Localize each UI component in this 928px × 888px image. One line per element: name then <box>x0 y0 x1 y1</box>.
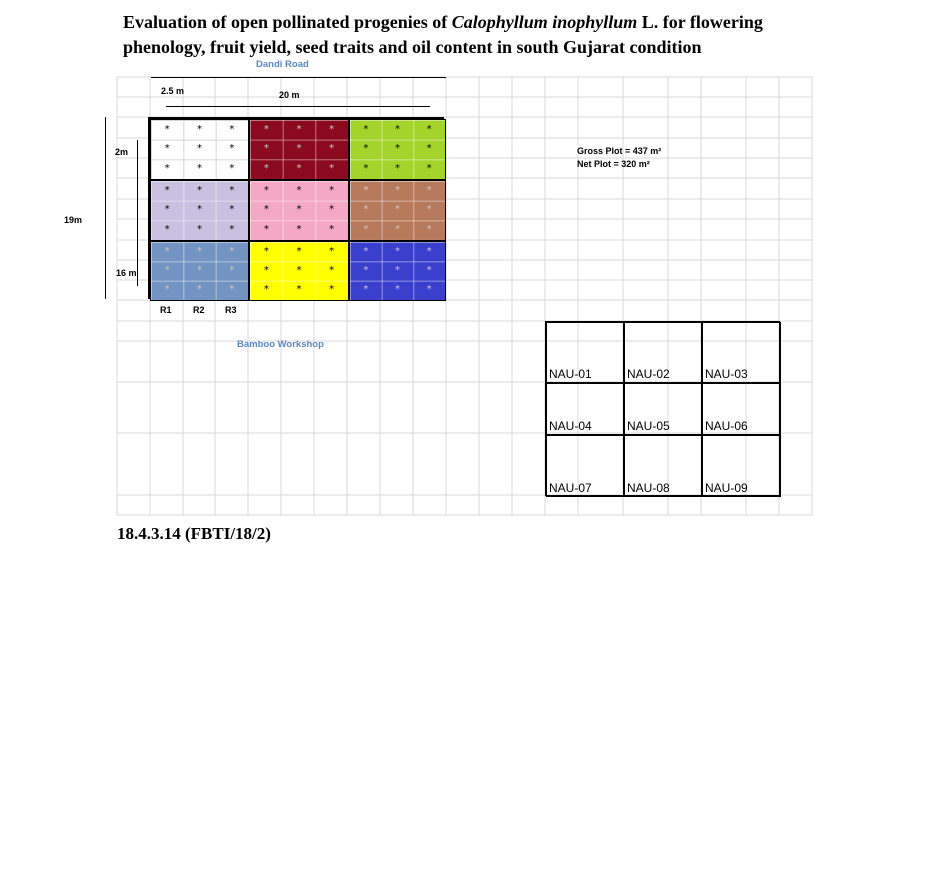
tree-marker: * <box>196 123 202 135</box>
tree-marker: * <box>394 245 400 257</box>
progeny-code: NAU-02 <box>627 367 670 381</box>
dandi-road-label: Dandi Road <box>256 59 309 70</box>
tree-marker: * <box>296 143 302 155</box>
tree-marker: * <box>296 284 302 296</box>
tree-marker: * <box>394 224 400 236</box>
tree-marker: * <box>363 143 369 155</box>
replication-label: R3 <box>225 305 237 315</box>
progeny-code: NAU-07 <box>549 481 592 495</box>
tree-marker: * <box>426 284 432 296</box>
progeny-legend-cell <box>624 322 702 383</box>
progeny-code: NAU-08 <box>627 481 670 495</box>
progeny-code: NAU-05 <box>627 419 670 433</box>
tree-marker: * <box>426 264 432 276</box>
tree-marker: * <box>229 264 235 276</box>
tree-marker: * <box>426 184 432 196</box>
tree-marker: * <box>329 184 335 196</box>
tree-marker: * <box>426 143 432 155</box>
progeny-legend-grid <box>545 321 780 496</box>
top-dimension-line <box>151 77 446 78</box>
tree-marker: * <box>263 245 269 257</box>
total-length-line <box>105 117 106 299</box>
tree-marker: * <box>394 163 400 175</box>
tree-marker: * <box>394 184 400 196</box>
tree-marker: * <box>363 245 369 257</box>
tree-marker: * <box>394 123 400 135</box>
tree-marker: * <box>394 204 400 216</box>
tree-marker: * <box>263 224 269 236</box>
progeny-legend-cell <box>624 435 702 497</box>
tree-marker: * <box>296 184 302 196</box>
tree-marker: * <box>426 204 432 216</box>
progeny-block <box>150 119 249 180</box>
tree-marker: * <box>164 204 170 216</box>
progeny-legend-cell <box>546 435 624 497</box>
inner-length-line <box>137 140 138 286</box>
tree-marker: * <box>164 284 170 296</box>
tree-marker: * <box>196 163 202 175</box>
progeny-legend-cell <box>702 383 781 435</box>
tree-marker: * <box>363 264 369 276</box>
tree-marker: * <box>329 143 335 155</box>
tree-marker: * <box>296 224 302 236</box>
progeny-block <box>249 241 349 301</box>
tree-marker: * <box>363 184 369 196</box>
progeny-block <box>249 119 349 180</box>
tree-marker: * <box>229 184 235 196</box>
tree-marker: * <box>296 245 302 257</box>
tree-marker: * <box>263 143 269 155</box>
tree-marker: * <box>196 224 202 236</box>
progeny-legend-cell <box>702 322 781 383</box>
total-length-label: 19m <box>64 215 83 225</box>
tree-marker: * <box>164 245 170 257</box>
tree-marker: * <box>263 284 269 296</box>
progeny-block <box>349 180 446 241</box>
inner-length-label: 16 m <box>116 268 137 278</box>
tree-marker: * <box>363 224 369 236</box>
tree-marker: * <box>196 284 202 296</box>
progeny-code: NAU-09 <box>705 481 748 495</box>
row-gap-label: 2m <box>115 147 129 157</box>
tree-marker: * <box>229 284 235 296</box>
width-dimension-line <box>166 106 430 107</box>
tree-marker: * <box>164 163 170 175</box>
page-title: Evaluation of open pollinated progenies of Calophyllum inophyllum L. for flowering phenology, fruit yield, seed traits and oil content in south Gujarat condition <box>123 12 763 57</box>
progeny-block <box>150 241 249 301</box>
tree-marker: * <box>363 204 369 216</box>
tree-marker: * <box>426 163 432 175</box>
bamboo-workshop-label: Bamboo Workshop <box>237 339 324 350</box>
progeny-legend-cell <box>702 435 781 497</box>
tree-marker: * <box>229 204 235 216</box>
tree-marker: * <box>229 224 235 236</box>
tree-marker: * <box>329 163 335 175</box>
progeny-legend-cell <box>546 383 624 435</box>
net-plot-label: Net Plot = 320 m² <box>577 159 650 169</box>
progeny-block <box>150 180 249 241</box>
tree-marker: * <box>426 245 432 257</box>
tree-marker: * <box>394 284 400 296</box>
tree-marker: * <box>263 163 269 175</box>
tree-marker: * <box>363 284 369 296</box>
tree-marker: * <box>164 184 170 196</box>
tree-marker: * <box>263 123 269 135</box>
tree-marker: * <box>164 143 170 155</box>
tree-marker: * <box>164 224 170 236</box>
tree-marker: * <box>329 204 335 216</box>
tree-marker: * <box>196 245 202 257</box>
tree-marker: * <box>296 123 302 135</box>
progeny-block <box>249 180 349 241</box>
field-layout-plot <box>148 117 444 299</box>
tree-marker: * <box>263 184 269 196</box>
progeny-code: NAU-06 <box>705 419 748 433</box>
tree-marker: * <box>296 204 302 216</box>
progeny-code: NAU-03 <box>705 367 748 381</box>
tree-marker: * <box>196 184 202 196</box>
progeny-legend-cell <box>624 383 702 435</box>
tree-marker: * <box>363 123 369 135</box>
tree-marker: * <box>329 245 335 257</box>
tree-marker: * <box>329 284 335 296</box>
progeny-code: NAU-04 <box>549 419 592 433</box>
tree-marker: * <box>229 143 235 155</box>
tree-marker: * <box>196 264 202 276</box>
tree-marker: * <box>394 143 400 155</box>
progeny-code: NAU-01 <box>549 367 592 381</box>
tree-marker: * <box>363 163 369 175</box>
tree-marker: * <box>263 204 269 216</box>
tree-marker: * <box>164 264 170 276</box>
progeny-block <box>349 119 446 180</box>
tree-marker: * <box>229 123 235 135</box>
replication-label: R1 <box>160 305 172 315</box>
tree-marker: * <box>329 264 335 276</box>
progeny-legend-cell <box>546 322 624 383</box>
spacing-label: 2.5 m <box>161 86 185 96</box>
replication-label: R2 <box>193 305 205 315</box>
tree-marker: * <box>296 264 302 276</box>
tree-marker: * <box>164 123 170 135</box>
tree-marker: * <box>263 264 269 276</box>
tree-marker: * <box>229 245 235 257</box>
progeny-block <box>349 241 446 301</box>
tree-marker: * <box>329 224 335 236</box>
tree-marker: * <box>296 163 302 175</box>
width-label: 20 m <box>279 90 300 100</box>
gross-plot-label: Gross Plot = 437 m² <box>577 146 662 156</box>
tree-marker: * <box>196 204 202 216</box>
tree-marker: * <box>329 123 335 135</box>
footer-code: 18.4.3.14 (FBTI/18/2) <box>117 524 271 543</box>
tree-marker: * <box>394 264 400 276</box>
tree-marker: * <box>426 123 432 135</box>
tree-marker: * <box>196 143 202 155</box>
tree-marker: * <box>229 163 235 175</box>
tree-marker: * <box>426 224 432 236</box>
